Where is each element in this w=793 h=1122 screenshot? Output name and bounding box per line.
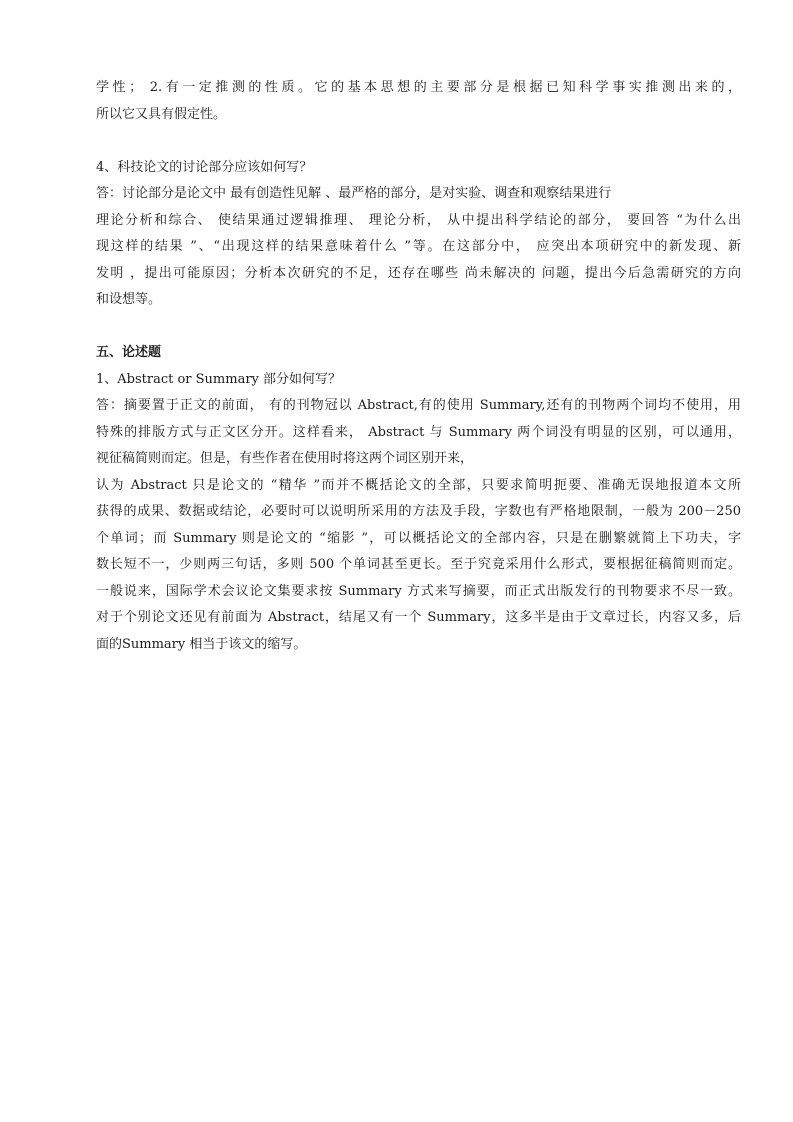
paragraph-line: 所以它又具有假定性。: [96, 106, 227, 122]
paragraph-line: 数长短不一，少则两三句话，多则 500 个单词甚至更长。至于究竟采用什么形式，要根据征稿简则而定。: [96, 557, 741, 572]
paragraph-line: 学性； 2.有一定推测的性质。它的基本思想的主要部分是根据已知科学事实推测出来的，: [96, 80, 741, 95]
paragraph-line: 个单词；而 Summary 则是论文的 “缩影 ”，可以概括论文的全部内容，只是在删繁就简上下功夫，字: [96, 530, 741, 546]
spacer: [96, 314, 741, 341]
paragraph-line: 面的Summary 相当于该文的缩写。: [96, 636, 307, 652]
document-page: [96, 75, 741, 658]
paragraph-line: 发明 ，提出可能原因；分析本次研究的不足，还存在哪些 尚未解决的 问题，提出今后急需研究的方向: [96, 265, 741, 281]
question-title: 1、Abstract or Summary 部分如何写？: [96, 371, 342, 387]
paragraph-line: 获得的成果、数据或结论，必要时可以说明所采用的方法及手段，字数也有严格地限制，一般为 200－250: [96, 504, 741, 519]
paragraph-line: 答：讨论部分是论文中 最有创造性见解 、最严格的部分，是对实验、调查和观察结果进行: [96, 186, 612, 201]
question-title: 4、科技论文的讨论部分应该如何写？: [96, 159, 313, 175]
paragraph-line: 理论分析和综合、 使结果通过逻辑推理、 理论分析， 从中提出科学结论的部分， 要回答 “为什么出: [96, 212, 741, 228]
paragraph-line: 答：摘要置于正文的前面， 有的刊物冠以 Abstract,有的使用 Summary,还有的刊物两个词均不使用，用: [96, 398, 741, 413]
paragraph-line: 一般说来，国际学术会议论文集要求按 Summary 方式来写摘要，而正式出版发行的刊物要求不尽一致。: [96, 583, 741, 599]
paragraph-line: 认为 Abstract 只是论文的 “精华 ”而并不概括论文的全部，只要求简明扼要、准确无误地报道本文所: [96, 477, 741, 493]
paragraph-line: 现这样的结果 ”、“出现这样的结果意味着什么 ”等。在这部分中， 应突出本项研究中的新发现、新: [96, 239, 741, 254]
paragraph-line: 和设想等。: [96, 292, 162, 307]
paragraph-line: 特殊的排版方式与正文区分开。这样看来， Abstract 与 Summary 两个词没有明显的区别，可以通用，: [96, 424, 741, 440]
paragraph-line: 视征稿简则而定。但是，有些作者在使用时将这两个词区别开来，: [96, 451, 474, 466]
section-heading: 五、论述题: [96, 345, 162, 360]
spacer: [96, 128, 741, 155]
paragraph-line: 对于个别论文还见有前面为 Abstract，结尾又有一个 Summary，这多半是由于文章过长，内容又多，后: [96, 610, 741, 625]
